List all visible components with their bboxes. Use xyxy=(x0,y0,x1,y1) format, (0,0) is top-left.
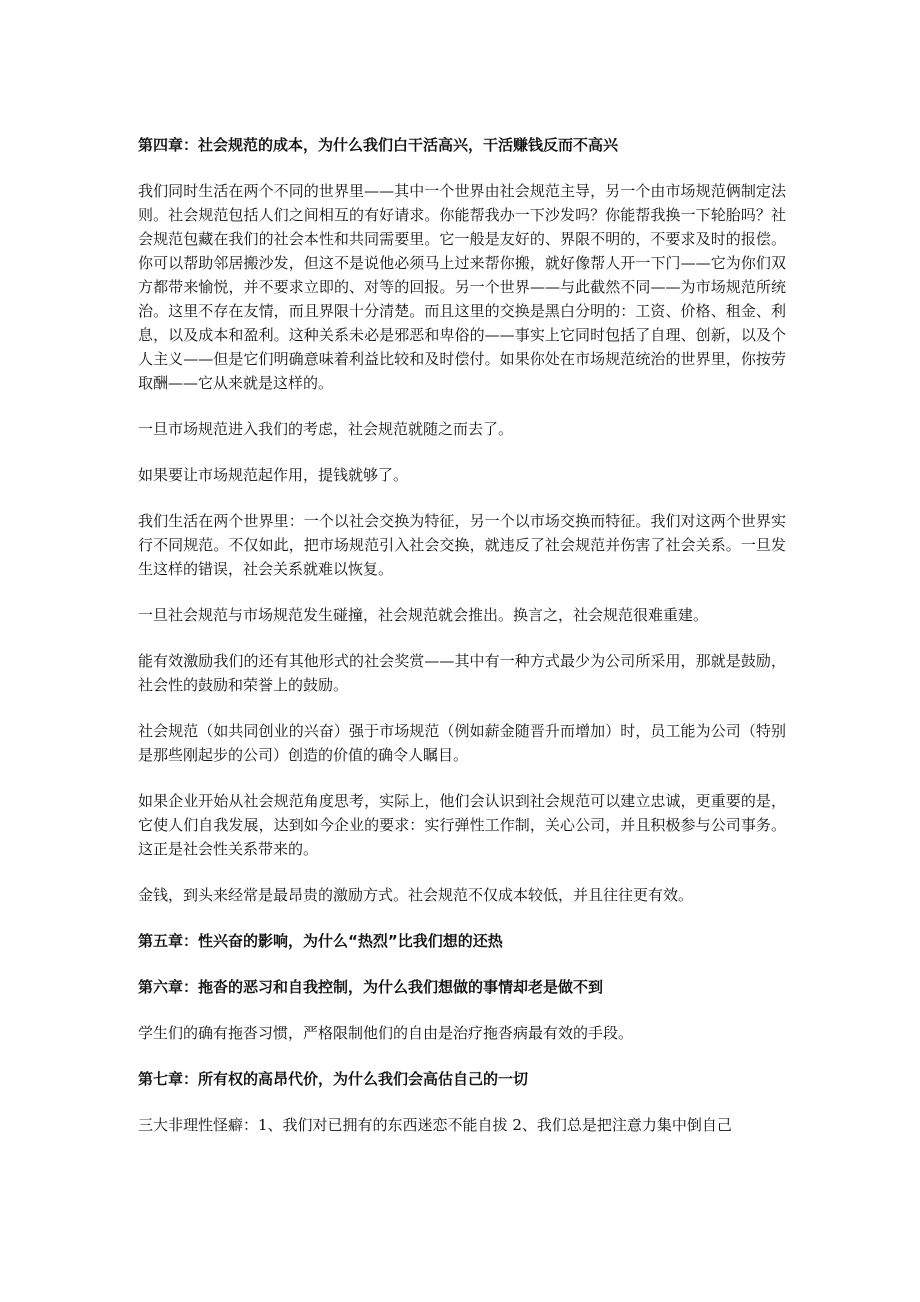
paragraph-two-exchanges: 我们生活在两个世界里：一个以社会交换为特征，另一个以市场交换而特征。我们对这两个世界实行不同规范。不仅如此，把市场规范引入社会交换，就违反了社会规范并伤害了社会关系。一旦发生这样的错误，社会关系就难以恢复。 xyxy=(138,512,786,578)
paragraph-loyalty: 如果企业开始从社会规范角度思考，实际上，他们会认识到社会规范可以建立忠诚，更重要的是，它使人们自我发展，达到如今企业的要求：实行弹性工作制，关心公司，并且积极参与公司事务。这正是社会性关系带来的。 xyxy=(138,792,786,858)
paragraph-norms-collide: 一旦社会规范与市场规范发生碰撞，社会规范就会推出。换言之，社会规范很难重建。 xyxy=(138,606,709,624)
chapter-5-heading: 第五章：性兴奋的影响，为什么“热烈”比我们想的还热 xyxy=(138,932,503,950)
paragraph-mention-money: 如果要让市场规范起作用，提钱就够了。 xyxy=(138,466,409,484)
paragraph-three-quirks: 三大非理性怪癖：1、我们对已拥有的东西迷恋不能自拔 2、我们总是把注意力集中倒自己 xyxy=(138,1116,732,1134)
paragraph-social-rewards: 能有效激励我们的还有其他形式的社会奖赏——其中有一种方式最少为公司所采用，那就是鼓励，社会性的鼓励和荣誉上的鼓励。 xyxy=(138,652,786,694)
chapter-7-heading: 第七章：所有权的高昂代价，为什么我们会高估自己的一切 xyxy=(138,1070,529,1088)
chapter-6-heading: 第六章：拖沓的恶习和自我控制，为什么我们想做的事情却老是做不到 xyxy=(138,978,604,996)
document-body xyxy=(138,133,786,1137)
paragraph-market-norms-enter: 一旦市场规范进入我们的考虑，社会规范就随之而去了。 xyxy=(138,420,514,438)
chapter-4-heading: 第四章：社会规范的成本，为什么我们白干活高兴，干活赚钱反而不高兴 xyxy=(138,136,619,154)
paragraph-two-worlds: 我们同时生活在两个不同的世界里——其中一个世界由社会规范主导，另一个由市场规范俩制定法则。社会规范包括人们之间相互的有好请求。你能帮我办一下沙发吗？你能帮我换一下轮胎吗？社会规范包藏在我们的社会本性和共同需要里。它一般是友好的、界限不明的，不要求及时的报偿。你可以帮助邻居搬沙发，但这不是说他必须马上过来帮你搬，就好像帮人开一下门——它为你们双方都带来愉悦，并不要求立即的、对等的回报。另一个世界——与此截然不同——为市场规范所统治。这里不存在友情，而且界限十分清楚。而且这里的交换是黑白分明的：工资、价格、租金、利息，以及成本和盈利。这种关系未必是邪恶和卑俗的——事实上它同时包括了自理、创新，以及个人主义——但是它们明确意味着利益比较和及时偿付。如果你处在市场规范统治的世界里，你按劳取酬——它从来就是这样的。 xyxy=(138,182,786,392)
paragraph-procrastination: 学生们的确有拖沓习惯，严格限制他们的自由是治疗拖沓病最有效的手段。 xyxy=(138,1024,634,1042)
paragraph-startup-value: 社会规范（如共同创业的兴奋）强于市场规范（例如薪金随晋升而增加）时，员工能为公司（特别是那些刚起步的公司）创造的价值的确令人瞩目。 xyxy=(138,722,786,764)
paragraph-money-expensive: 金钱，到头来经常是最昂贵的激励方式。社会规范不仅成本较低，并且往往更有效。 xyxy=(138,886,694,904)
